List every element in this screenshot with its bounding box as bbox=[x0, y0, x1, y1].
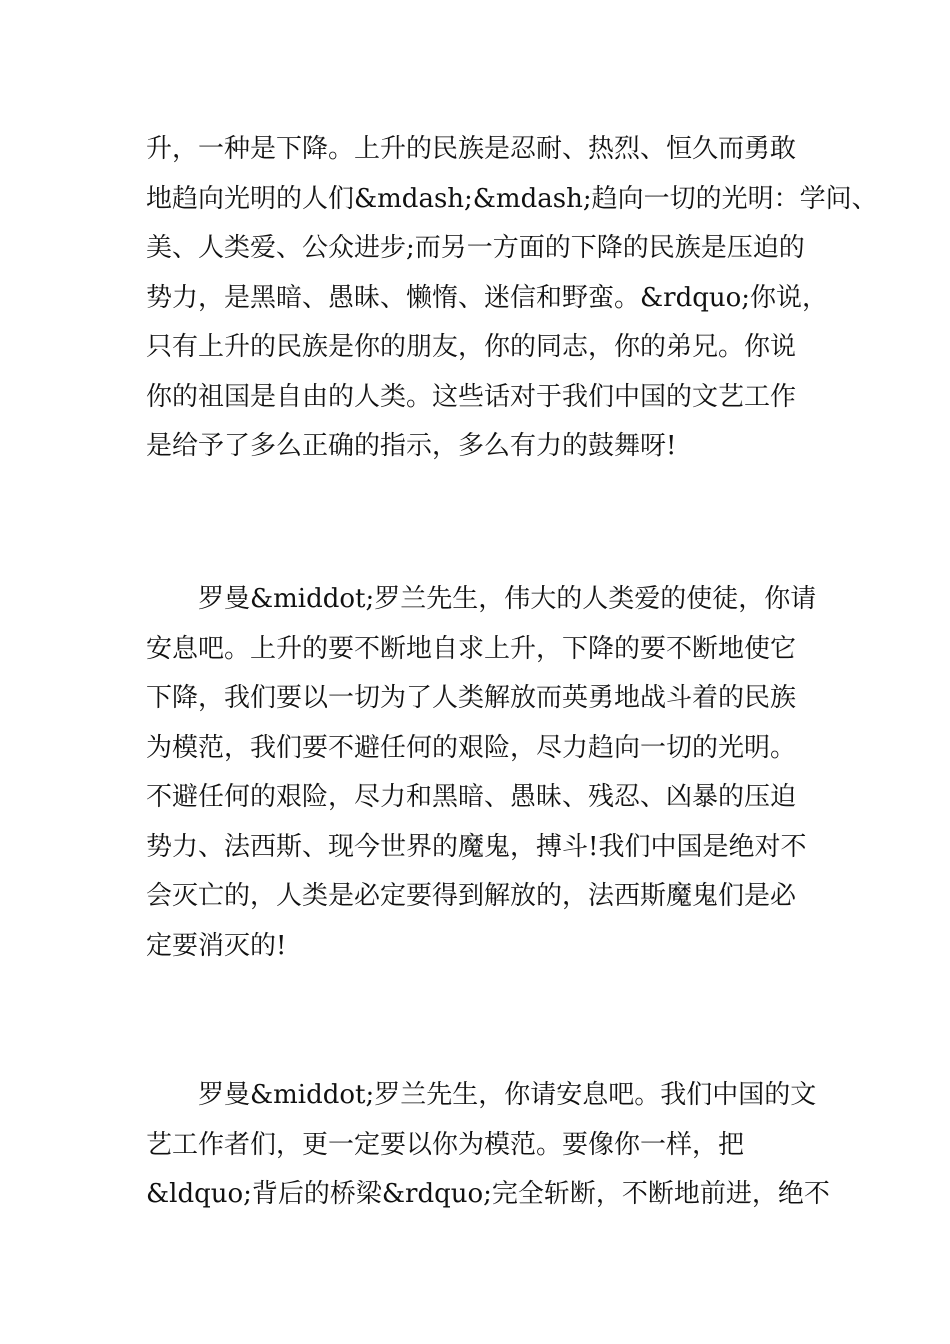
paragraph-2 bbox=[146, 575, 826, 971]
paragraph-3 bbox=[146, 1071, 830, 1220]
paragraph-line: 为模范，我们要不避任何的艰险，尽力趋向一切的光明。 bbox=[146, 732, 797, 763]
paragraph-line: 地趋向光明的人们&mdash;&mdash;趋向一切的光明：学问、 bbox=[146, 183, 878, 214]
paragraph-line: 罗曼&middot;罗兰先生，你请安息吧。我们中国的文 bbox=[146, 1080, 817, 1110]
paragraph-line: 会灭亡的，人类是必定要得到解放的，法西斯魔鬼们是必 bbox=[146, 881, 797, 911]
paragraph-line: 下降，我们要以一切为了人类解放而英勇地战斗着的民族 bbox=[146, 683, 797, 713]
paragraph-line: 只有上升的民族是你的朋友，你的同志，你的弟兄。你说 bbox=[146, 332, 797, 362]
paragraph-line: 定要消灭的! bbox=[146, 930, 287, 961]
paragraph-line: 美、人类爱、公众进步;而另一方面的下降的民族是压迫的 bbox=[146, 233, 805, 263]
paragraph-line: &ldquo;背后的桥梁&rdquo;完全斩断，不断地前进，绝不 bbox=[146, 1179, 830, 1209]
paragraph-line: 安息吧。上升的要不断地自求上升，下降的要不断地使它 bbox=[146, 633, 797, 664]
paragraph-line: 是给予了多么正确的指示，多么有力的鼓舞呀! bbox=[146, 431, 677, 461]
paragraph-line: 不避任何的艰险，尽力和黑暗、愚昧、残忍、凶暴的压迫 bbox=[146, 782, 797, 812]
paragraph-line: 势力，是黑暗、愚昧、懒惰、迷信和野蛮。&rdquo;你说， bbox=[146, 282, 829, 313]
paragraph-line: 你的祖国是自由的人类。这些话对于我们中国的文艺工作 bbox=[146, 381, 797, 412]
paragraph-line: 势力、法西斯、现今世界的魔鬼，搏斗!我们中国是绝对不 bbox=[146, 831, 807, 862]
paragraph-1 bbox=[146, 125, 878, 472]
paragraph-line: 升，一种是下降。上升的民族是忍耐、热烈、恒久而勇敢 bbox=[146, 134, 797, 164]
paragraph-line: 罗曼&middot;罗兰先生，伟大的人类爱的使徒，你请 bbox=[146, 584, 817, 614]
paragraph-line: 艺工作者们，更一定要以你为模范。要像你一样，把 bbox=[146, 1129, 745, 1160]
